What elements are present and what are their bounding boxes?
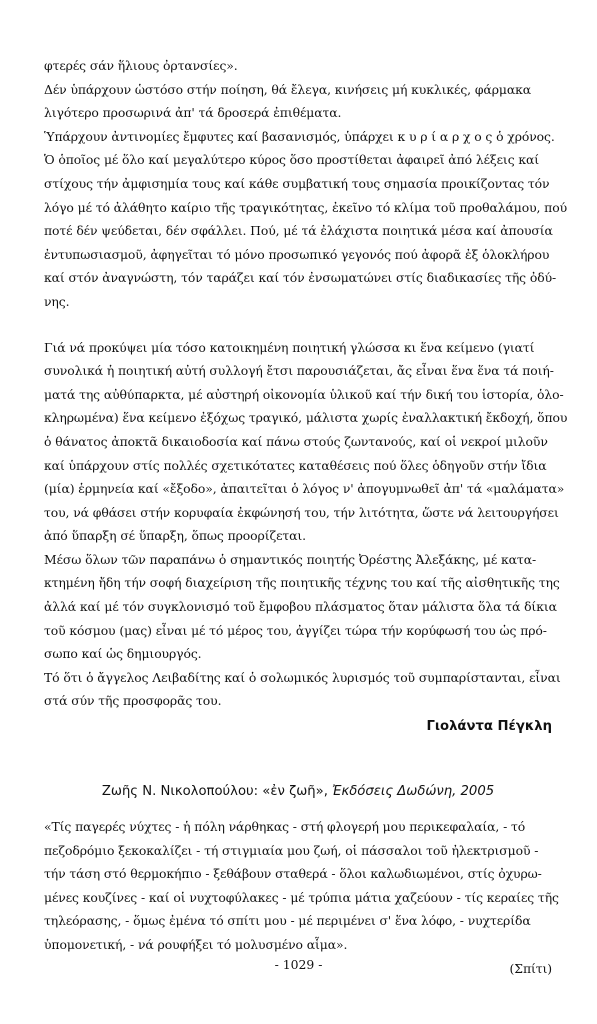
text-line: ὁ θάνατος ἀποκτᾶ δικαιοδοσία καί πάνω στούς ζωντανούς, καί οἱ νεκροί μιλοῦν xyxy=(44,433,548,449)
text-line: κληρωμένα) ἕνα κείμενο ἐξόχως τραγικό, μάλιστα χωρίς ἐναλλακτική ἔκδοχή, ὅπου xyxy=(44,410,568,426)
paragraph-2 xyxy=(44,336,568,714)
text-line: λόγο μέ τό ἀλάθητο καίριο τῆς τραγικότητας, ἐκεῖνο τό κλίμα τοῦ προθαλάμου, πού xyxy=(44,199,568,215)
book-publisher: Ἐκδόσεις Δωδώνη, 2005 xyxy=(332,784,495,800)
text-line: ἀλλά καί μέ τόν συγκλονισμό τοῦ ἔμφοβου πλάσματος ὅταν μάλιστα ὅλα τά δίκια xyxy=(44,599,557,615)
text-line: κτημένη ἤδη τήν σοφή διαχείριση τῆς ποιητικῆς τέχνης του καί τῆς αἰσθητικῆς της xyxy=(44,575,560,591)
text-line: λιγότερο προσωρινά ἀπ' τά δροσερά ἐπιθέματα. xyxy=(44,105,342,121)
text-line: Μέσω ὅλων τῶν παραπάνω ὁ σημαντικός ποιητής Ὀρέστης Ἀλεξάκης, μέ κατα- xyxy=(44,551,537,567)
text-line: Τό ὅτι ὁ ἄγγελος Λειβαδίτης καί ὁ σολωμικός λυρισμός τοῦ συμπαρίστανται, εἶναι xyxy=(44,669,561,685)
text-line: Γιά νά προκύψει μία τόσο κατοικημένη ποιητική γλώσσα κι ἕνα κείμενο (γιατί xyxy=(44,339,535,355)
text-line: Δέν ὑπάρχουν ὡστόσο στήν ποίηση, θά ἔλεγα, κινήσεις μή κυκλικές, φάρμακα xyxy=(44,81,532,97)
book-reference xyxy=(44,784,552,799)
text-line: ματά της αὐθύπαρκτα, μέ αὐστηρή οἰκονομία ὑλικοῦ καί τήν δική του ἱστορία, ὁλο- xyxy=(44,386,564,402)
text-line: στά σύν τῆς προσφορᾶς του. xyxy=(44,693,222,709)
text-line: Ὁ ὁποῖος μέ ὅλο καί μεγαλύτερο κύρος ὅσο προστίθεται ἀφαιρεῖ ἀπό λέξεις καί xyxy=(44,152,540,168)
text-line: φτερές σάν ἥλιους ὀρτανσίες». xyxy=(44,58,238,73)
text-line: σωπο καί ὡς δημιουργός. xyxy=(44,646,202,662)
paragraph-1 xyxy=(44,54,568,314)
page-body xyxy=(44,54,568,980)
text-line: νης. xyxy=(44,293,70,309)
text-line: ἐντυπωσιασμοῦ, ἀφηγεῖται τό μόνο προσωπικό γεγονός πού ἀφορᾶ ἐξ ὁλοκλήρου xyxy=(44,246,550,262)
quote-line: ὑπομονετική, - νά ρουφήξει τό μολυσμένο αἷμα». xyxy=(44,937,348,952)
quote-line: πεζοδρόμιο ξεκοκαλίζει - τή στιγμιαία μου ζωή, οἱ πάσσαλοι τοῦ ἠλεκτρισμοῦ - xyxy=(44,842,539,858)
poem-quote xyxy=(44,815,559,980)
author-signature: Γιολάντα Πέγκλη xyxy=(426,719,552,735)
quote-line: «Τίς παγερές νύχτες - ἡ πόλη νάρθηκας - στή φλογερή μου περικεφαλαία, - τό xyxy=(44,819,526,835)
quote-line: μένες κουζίνες - καί οἱ νυχτοφύλακες - μέ τρύπια μάτια χαζεύουν - τίς κεραίες τῆς xyxy=(44,889,559,905)
text-line: καί ὑπάρχουν στίς πολλές σχετικότατες καταθέσεις πού ὅλες ὁδηγοῦν στήν ἴδια xyxy=(44,457,547,473)
text-line: Ὑπάρχουν ἀντινομίες ἔμφυτες καί βασανισμός, ὑπάρχει κ υ ρ ί α ρ χ ο ς ὁ χρόνος. xyxy=(44,128,555,144)
text-line: ἀπό ὕπαρξη σέ ὕπαρξη, ὅπως προορίζεται. xyxy=(44,528,307,544)
quote-source: (Σπίτι) xyxy=(509,960,552,976)
text-line: στίχους τήν ἀμφισημία τους καί κάθε συμβατική τους σημασία προικίζοντας τόν xyxy=(44,175,550,191)
text-line: ποτέ δέν ψεύδεται, δέν σφάλλει. Πού, μέ τά ἐλάχιστα ποιητικά μέσα καί ἀπουσία xyxy=(44,223,553,239)
quote-line: τήν τάση στό θερμοκήπιο - ξεθάβουν σταθερά - ὅλοι καλωδιωμένοι, στίς ὀχυρω- xyxy=(44,866,542,882)
text-line: (μία) ἑρμηνεία καί «ἔξοδο», ἀπαιτεῖται ὁ λόγος ν' ἀπογυμνωθεῖ ἀπ' τά «μαλάματα» xyxy=(44,481,565,497)
text-line: συνολικά ἡ ποιητική αὐτή συλλογή ἔτσι παρουσιάζεται, ἄς εἶναι ἕνα ἕνα τά ποιή- xyxy=(44,363,554,379)
text-line: καί στόν ἀναγνώστη, τόν ταράζει καί τόν ἐνσωματώνει στίς διαδικασίες τῆς ὀδύ- xyxy=(44,270,557,286)
text-line: του, νά φθάσει στήν κορυφαία ἐκφώνησή του, τήν λιτότητα, ὥστε νά λειτουργήσει xyxy=(44,504,559,520)
book-author-title: Ζωῆς Ν. Νικολοπούλου: «ἐν ζωῆ», xyxy=(101,784,333,800)
text-line: τοῦ κόσμου (μας) εἶναι μέ τό μέρος του, ἀγγίζει τώρα τήν κορύφωσή του ὡς πρό- xyxy=(44,622,547,638)
page-number: - 1029 - xyxy=(274,957,323,972)
quote-line: τηλεόρασης, - ὅμως ἐμένα τό σπίτι μου - μέ περιμένει σ' ἕνα λόφο, - νυχτερίδα xyxy=(44,913,531,929)
